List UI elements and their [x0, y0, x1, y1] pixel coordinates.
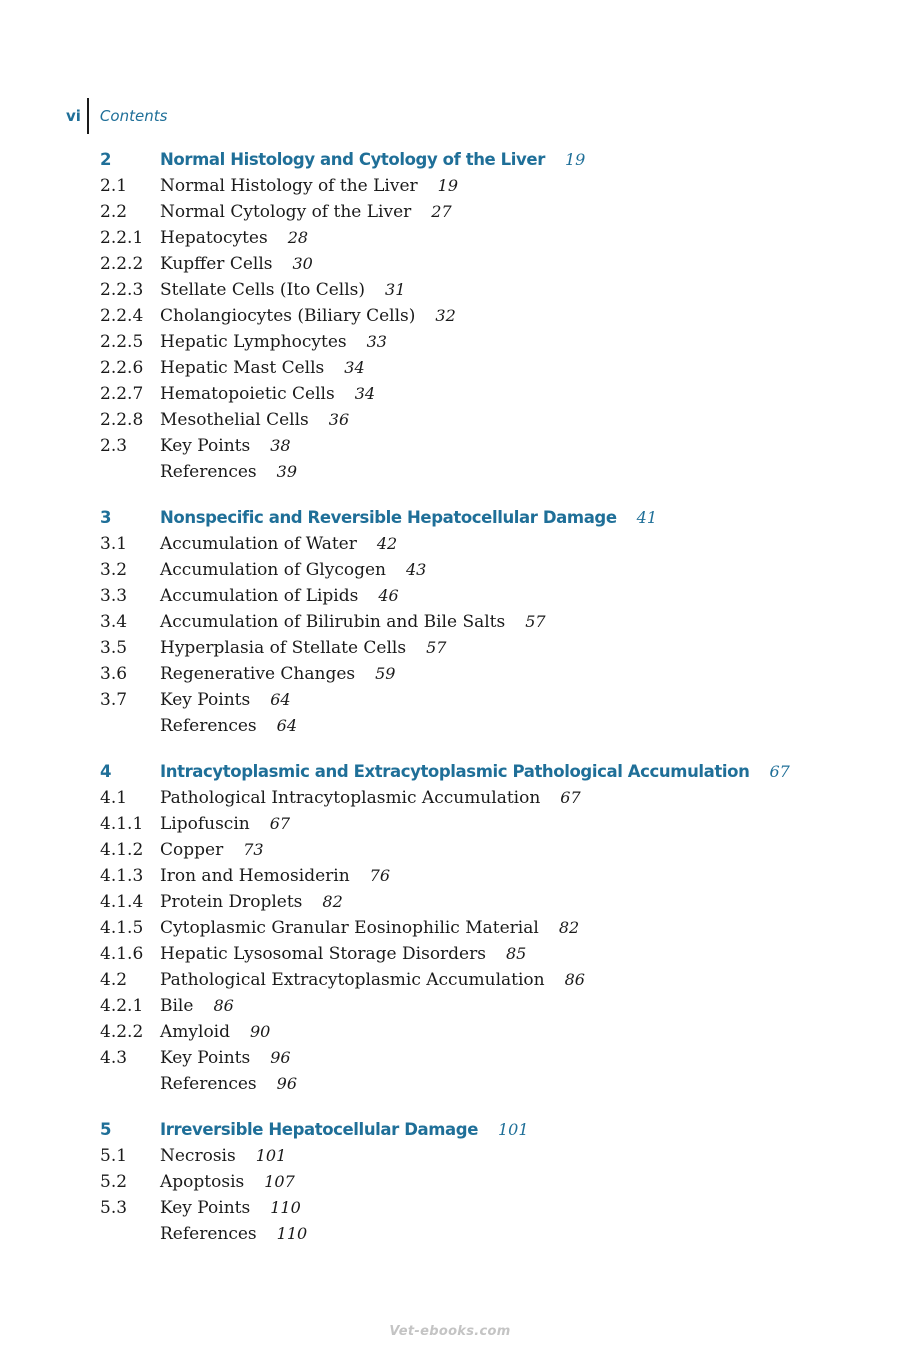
- toc-number: 4.1.1: [100, 814, 144, 834]
- toc-title: Hepatic Lysosomal Storage Disorders: [160, 944, 486, 964]
- toc-number: [100, 1221, 160, 1247]
- toc-title: Pathological Extracytoplasmic Accumulation: [160, 970, 545, 990]
- toc-page-number: 67: [769, 762, 790, 781]
- toc-entry[interactable]: [100, 1019, 880, 1045]
- toc-number: 4: [100, 762, 112, 781]
- toc-page-number: 107: [264, 1172, 295, 1191]
- toc-page-number: 30: [292, 254, 313, 273]
- toc-title: Nonspecific and Reversible Hepatocellular Damage: [160, 508, 617, 527]
- toc-number: 3.4: [100, 612, 128, 632]
- toc-page-number: 64: [276, 716, 298, 735]
- toc-number: 5.2: [100, 1172, 128, 1192]
- running-title: Contents: [99, 107, 168, 125]
- toc-page-number: 76: [369, 866, 391, 885]
- toc-title: Mesothelial Cells: [160, 410, 309, 430]
- toc-title: Regenerative Changes: [160, 664, 356, 684]
- toc-page-number: 86: [213, 996, 234, 1015]
- toc-number: 5: [100, 1120, 112, 1139]
- toc-page-number: 28: [287, 228, 309, 247]
- toc-entry[interactable]: [100, 713, 880, 739]
- toc-entry[interactable]: [100, 557, 880, 583]
- toc-entry[interactable]: [100, 915, 880, 941]
- toc-page-number: 110: [276, 1224, 308, 1243]
- toc-page-number: 64: [270, 690, 291, 709]
- toc-title: References: [160, 1224, 257, 1244]
- chapter-heading[interactable]: [100, 759, 880, 785]
- toc-entry[interactable]: [100, 1071, 880, 1097]
- toc-number: 4.1.5: [100, 918, 144, 938]
- toc-page-number: 41: [636, 508, 657, 527]
- toc-entry[interactable]: [100, 277, 880, 303]
- toc-number: 2: [100, 150, 112, 169]
- toc-page-number: 73: [243, 840, 264, 859]
- toc-entry[interactable]: [100, 225, 880, 251]
- toc-title: Necrosis: [160, 1146, 236, 1166]
- toc-number: 2.2.1: [100, 228, 144, 248]
- toc-entry[interactable]: [100, 583, 880, 609]
- toc-title: Cholangiocytes (Biliary Cells): [160, 306, 416, 326]
- toc-entry[interactable]: [100, 173, 880, 199]
- toc-entry[interactable]: [100, 199, 880, 225]
- chapter-spacer: [100, 739, 880, 759]
- toc-page-number: 39: [276, 462, 298, 481]
- toc-number: 3: [100, 508, 112, 527]
- toc-page-number: 34: [344, 358, 365, 377]
- toc-number: 4.3: [100, 1048, 128, 1068]
- toc-number: 4.1.2: [100, 840, 144, 860]
- toc-title: References: [160, 462, 257, 482]
- toc-title: Accumulation of Bilirubin and Bile Salts: [160, 612, 506, 632]
- toc-page-number: 101: [498, 1120, 529, 1139]
- toc-title: Normal Cytology of the Liver: [160, 202, 412, 222]
- toc-entry[interactable]: [100, 381, 880, 407]
- toc-title: Key Points: [160, 1198, 251, 1218]
- watermark-text: Vet-ebooks.com: [389, 1324, 511, 1339]
- toc-title: Cytoplasmic Granular Eosinophilic Material: [160, 918, 539, 938]
- toc-entry[interactable]: [100, 993, 880, 1019]
- running-header: [66, 98, 167, 134]
- toc-page-number: 19: [564, 150, 586, 169]
- toc-entry[interactable]: [100, 1143, 880, 1169]
- toc-title: References: [160, 716, 257, 736]
- toc-title: Hyperplasia of Stellate Cells: [160, 638, 407, 658]
- toc-number: 3.6: [100, 664, 128, 684]
- toc-entry[interactable]: [100, 1169, 880, 1195]
- toc-entry[interactable]: [100, 1045, 880, 1071]
- toc-entry[interactable]: [100, 609, 880, 635]
- toc-entry[interactable]: [100, 1221, 880, 1247]
- toc-entry[interactable]: [100, 785, 880, 811]
- toc-title: Hematopoietic Cells: [160, 384, 335, 404]
- toc-page-number: 67: [560, 788, 581, 807]
- toc-page-number: 31: [385, 280, 406, 299]
- toc-number: 5.3: [100, 1198, 128, 1218]
- toc-number: [100, 1071, 160, 1097]
- toc-page-number: 43: [405, 560, 427, 579]
- toc-title: Pathological Intracytoplasmic Accumulation: [160, 788, 541, 808]
- toc-title: Accumulation of Glycogen: [160, 560, 386, 580]
- toc-entry[interactable]: [100, 837, 880, 863]
- toc-page-number: 101: [255, 1146, 287, 1165]
- toc-page-number: 57: [525, 612, 546, 631]
- chapter-spacer: [100, 485, 880, 505]
- toc-number: 3.1: [100, 534, 128, 554]
- toc-entry[interactable]: [100, 433, 880, 459]
- toc-title: Intracytoplasmic and Extracytoplasmic Pathological Accumulation: [160, 762, 750, 781]
- toc-title: Iron and Hemosiderin: [160, 866, 350, 886]
- toc-title: Lipofuscin: [160, 814, 250, 834]
- toc-title: Stellate Cells (Ito Cells): [160, 280, 366, 300]
- watermark: [0, 1320, 900, 1339]
- toc-page-number: 42: [376, 534, 398, 553]
- toc-page-number: 86: [564, 970, 585, 989]
- toc-entry[interactable]: [100, 355, 880, 381]
- toc-number: 2.2.5: [100, 332, 144, 352]
- toc-entry[interactable]: [100, 687, 880, 713]
- toc-page-number: 34: [354, 384, 376, 403]
- toc-page-number: 32: [435, 306, 456, 325]
- toc-number: 4.1.4: [100, 892, 144, 912]
- toc-entry[interactable]: [100, 661, 880, 687]
- toc-number: 5.1: [100, 1146, 128, 1166]
- toc-number: 4.2: [100, 970, 128, 990]
- toc-entry[interactable]: [100, 303, 880, 329]
- toc-number: 2.2.3: [100, 280, 144, 300]
- toc-page-number: 33: [366, 332, 387, 351]
- toc-entry[interactable]: [100, 863, 880, 889]
- toc-entry[interactable]: [100, 1195, 880, 1221]
- toc-title: Apoptosis: [160, 1172, 245, 1192]
- chapter-spacer: [100, 1097, 880, 1117]
- toc-number: 2.2.4: [100, 306, 144, 326]
- toc-entry[interactable]: [100, 459, 880, 485]
- toc-title: Hepatic Mast Cells: [160, 358, 325, 378]
- toc-number: 2.2: [100, 202, 128, 222]
- toc-page-number: 90: [250, 1022, 271, 1041]
- toc-title: Copper: [160, 840, 224, 860]
- toc-number: 3.3: [100, 586, 128, 606]
- toc-page-number: 57: [426, 638, 447, 657]
- toc-page-number: 59: [375, 664, 396, 683]
- toc-entry[interactable]: [100, 635, 880, 661]
- toc-number: [100, 459, 160, 485]
- toc-title: Accumulation of Lipids: [160, 586, 359, 606]
- toc-title: Amyloid: [160, 1022, 230, 1042]
- toc-number: 2.2.2: [100, 254, 144, 274]
- toc-entry[interactable]: [100, 889, 880, 915]
- toc-number: 2.1: [100, 176, 128, 196]
- toc-number: 2.2.7: [100, 384, 144, 404]
- toc-page-number: 82: [322, 892, 343, 911]
- toc-entry[interactable]: [100, 407, 880, 433]
- toc-number: 3.5: [100, 638, 128, 658]
- toc-title: Bile: [160, 996, 194, 1016]
- toc-page-number: 19: [437, 176, 458, 195]
- toc-title: References: [160, 1074, 257, 1094]
- toc-number: 2.2.8: [100, 410, 144, 430]
- toc-page-number: 36: [328, 410, 350, 429]
- chapter-heading[interactable]: [100, 1117, 880, 1143]
- table-of-contents: [100, 147, 880, 1247]
- toc-page-number: 27: [431, 202, 452, 221]
- toc-entry[interactable]: [100, 967, 880, 993]
- toc-title: Irreversible Hepatocellular Damage: [160, 1120, 478, 1139]
- toc-page-number: 96: [276, 1074, 298, 1093]
- toc-title: Normal Histology of the Liver: [160, 176, 418, 196]
- toc-title: Kupffer Cells: [160, 254, 273, 274]
- toc-entry[interactable]: [100, 531, 880, 557]
- toc-page-number: 67: [269, 814, 291, 833]
- toc-number: 4.2.1: [100, 996, 144, 1016]
- toc-title: Normal Histology and Cytology of the Liver: [160, 150, 545, 169]
- toc-number: 3.2: [100, 560, 128, 580]
- toc-title: Hepatocytes: [160, 228, 268, 248]
- toc-entry[interactable]: [100, 329, 880, 355]
- toc-title: Protein Droplets: [160, 892, 303, 912]
- toc-number: 3.7: [100, 690, 128, 710]
- toc-number: 4.2.2: [100, 1022, 144, 1042]
- toc-page-number: 46: [378, 586, 399, 605]
- toc-number: [100, 713, 160, 739]
- toc-page-number: 85: [505, 944, 527, 963]
- toc-entry[interactable]: [100, 811, 880, 837]
- toc-title: Key Points: [160, 690, 251, 710]
- toc-page-number: 82: [558, 918, 580, 937]
- toc-number: 4.1.6: [100, 944, 144, 964]
- chapter-heading[interactable]: [100, 505, 880, 531]
- toc-entry[interactable]: [100, 941, 880, 967]
- toc-number: 2.2.6: [100, 358, 144, 378]
- toc-title: Key Points: [160, 436, 251, 456]
- toc-entry[interactable]: [100, 251, 880, 277]
- toc-title: Hepatic Lymphocytes: [160, 332, 347, 352]
- toc-page-number: 110: [270, 1198, 301, 1217]
- toc-page-number: 38: [270, 436, 291, 455]
- toc-title: Key Points: [160, 1048, 251, 1068]
- chapter-heading[interactable]: [100, 147, 880, 173]
- toc-number: 4.1.3: [100, 866, 144, 886]
- toc-page-number: 96: [270, 1048, 291, 1067]
- toc-number: 2.3: [100, 436, 128, 456]
- page-number: vi: [66, 107, 81, 125]
- toc-title: Accumulation of Water: [160, 534, 357, 554]
- toc-number: 4.1: [100, 788, 128, 808]
